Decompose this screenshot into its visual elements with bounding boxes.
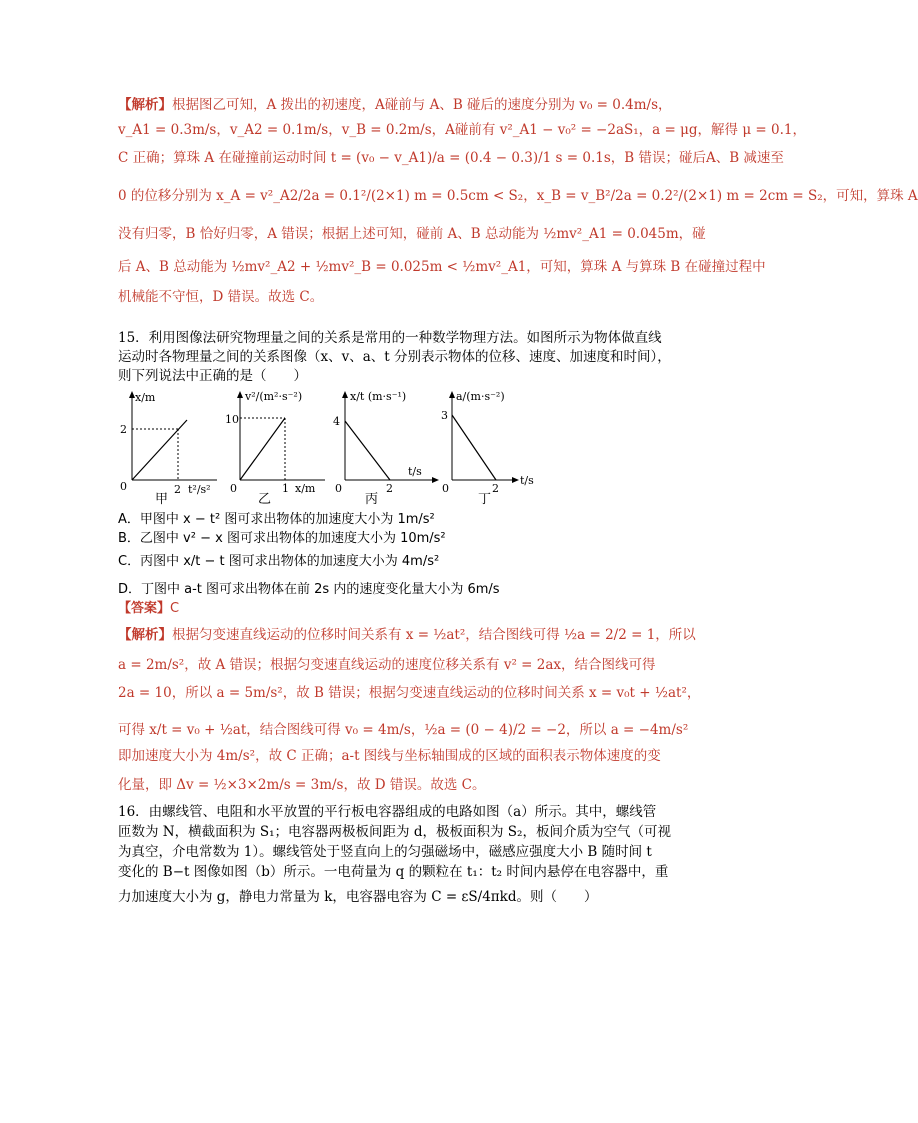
graph-jia-xtick: 2 — [174, 483, 181, 496]
graph-bing-xlabel: t/s — [408, 465, 422, 478]
q16-line5: 力加速度大小为 g，静电力常量为 k，电容器电容为 C = εS/4πkd。则（ ） — [118, 889, 598, 905]
graph-jia-caption: 甲 — [155, 492, 169, 507]
graph-yi-xtick: 1 — [282, 482, 289, 495]
analysis14-line6: 后 A、B 总动能为 ½mv²_A2 + ½mv²_B = 0.025m < ½mv²_A1，可知，算珠 A 与算珠 B 在碰撞过程中 — [118, 259, 766, 275]
q15-line2: 运动时各物理量之间的关系图像（x、v、a、t 分别表示物体的位移、速度、加速度和时间）， — [118, 349, 671, 365]
graph-jia-ylabel: x/m — [135, 391, 156, 404]
graph-yi — [225, 385, 335, 510]
graph-jia-origin: 0 — [120, 480, 127, 493]
graph-bing-xtick: 2 — [386, 482, 393, 495]
graph-ding-ylabel: a/(m·s⁻²) — [456, 390, 505, 403]
q15-option-d: D．丁图中 a-t 图可求出物体在前 2s 内的速度变化量大小为 6m/s — [118, 582, 500, 597]
graph-ding-ytick: 3 — [441, 409, 448, 422]
graph-jia-xlabel: t²/s² — [188, 483, 211, 496]
analysis14-line1: 【解析】根据图乙可知，A 拨出的初速度，A碰前与 A、B 碰后的速度分别为 v₀ = 0.4m/s， — [118, 97, 672, 113]
graph-ding-caption: 丁 — [478, 492, 492, 507]
graph-bing-line — [345, 421, 390, 480]
q15-analysis-line3: 2a = 10，所以 a = 5m/s²，故 B 错误；根据匀变速直线运动的位移时间关系 x = v₀t + ½at²， — [118, 685, 701, 701]
graph-bing-ytick: 4 — [333, 415, 340, 428]
graph-yi-xlabel: x/m — [295, 482, 316, 495]
q15-analysis-line4: 可得 x/t = v₀ + ½at，结合图线可得 v₀ = 4m/s，½a = (0 − 4)/2 = −2，所以 a = −4m/s² — [118, 722, 689, 738]
q15-option-b: B．乙图中 v² − x 图可求出物体的加速度大小为 10m/s² — [118, 531, 446, 546]
analysis14-line3: C 正确；算珠 A 在碰撞前运动时间 t = (v₀ − v_A1)/a = (0.4 − 0.3)/1 s = 0.1s，B 错误；碰后A、B 减速至 — [118, 150, 784, 166]
q15-analysis-line1: 【解析】根据匀变速直线运动的位移时间关系有 x = ½at²，结合图线可得 ½a = 2/2 = 1，所以 — [118, 627, 696, 643]
analysis14-line7: 机械能不守恒，D 错误。故选 C。 — [118, 289, 324, 305]
graph-yi-caption: 乙 — [258, 492, 272, 507]
q16-line4: 变化的 B−t 图像如图（b）所示。一电荷量为 q 的颗粒在 t₁：t₂ 时间内悬停在电容器中，重 — [118, 864, 669, 880]
graph-bing-ylabel: x/t (m·s⁻¹) — [350, 390, 407, 403]
graph-yi-line — [240, 418, 285, 480]
q15-analysis-line6: 化量，即 Δv = ½×3×2m/s = 3m/s，故 D 错误。故选 C。 — [118, 777, 486, 793]
analysis14-line4: 0 的位移分别为 x_A = v²_A2/2a = 0.1²/(2×1) m = 0.5cm < S₂，x_B = v_B²/2a = 0.2²/(2×1) m = 2cm = S₂，可知，算珠 A — [118, 188, 918, 204]
q15-analysis-line2: a = 2m/s²，故 A 错误；根据匀变速直线运动的速度位移关系有 v² = 2ax，结合图线可得 — [118, 657, 656, 673]
graph-bing-origin: 0 — [335, 482, 342, 495]
q15-line3: 则下列说法中正确的是（ ） — [118, 368, 307, 384]
graph-yi-origin: 0 — [230, 482, 237, 495]
analysis14-line5: 没有归零，B 恰好归零，A 错误；根据上述可知，碰前 A、B 总动能为 ½mv²_A1 = 0.045m，碰 — [118, 226, 706, 242]
analysis14-line2: v_A1 = 0.3m/s，v_A2 = 0.1m/s，v_B = 0.2m/s，A碰前有 v²_A1 − v₀² = −2aS₁，a = μg，解得 μ = 0.1， — [118, 122, 806, 138]
graph-bing — [330, 385, 440, 510]
graph-ding-xtick: 2 — [492, 482, 499, 495]
q16-line1: 16．由螺线管、电阻和水平放置的平行板电容器组成的电路如图（a）所示。其中，螺线管 — [118, 804, 657, 820]
q15-line1: 15．利用图像法研究物理量之间的关系是常用的一种数学物理方法。如图所示为物体做直线 — [118, 330, 662, 346]
graph-ding — [440, 385, 550, 510]
q16-line3: 为真空，介电常数为 1）。螺线管处于竖直向上的匀强磁场中，磁感应强度大小 B 随时间 t — [118, 844, 652, 860]
graph-bing-caption: 丙 — [365, 492, 379, 507]
q16-line2: 匝数为 N，横截面积为 S₁；电容器两极板间距为 d，极板面积为 S₂，板间介质为空气（可视 — [118, 824, 671, 840]
graph-ding-xlabel: t/s — [520, 474, 534, 487]
q15-analysis-line5: 即加速度大小为 4m/s²，故 C 正确；a-t 图线与坐标轴围成的区域的面积表示物体速度的变 — [118, 748, 661, 764]
q15-option-c: C．丙图中 x/t − t 图可求出物体的加速度大小为 4m/s² — [118, 554, 440, 569]
graph-ding-origin: 0 — [442, 482, 449, 495]
q15-answer: 【答案】C — [118, 601, 180, 616]
analysis-tag: 【解析】 — [118, 97, 172, 113]
q15-option-a: A．甲图中 x − t² 图可求出物体的加速度大小为 1m/s² — [118, 512, 435, 527]
graph-ding-line — [452, 415, 496, 480]
graph-yi-ylabel: v²/(m²·s⁻²) — [245, 390, 303, 403]
graph-jia-ytick: 2 — [120, 423, 127, 436]
graph-yi-ytick: 10 — [225, 413, 239, 426]
